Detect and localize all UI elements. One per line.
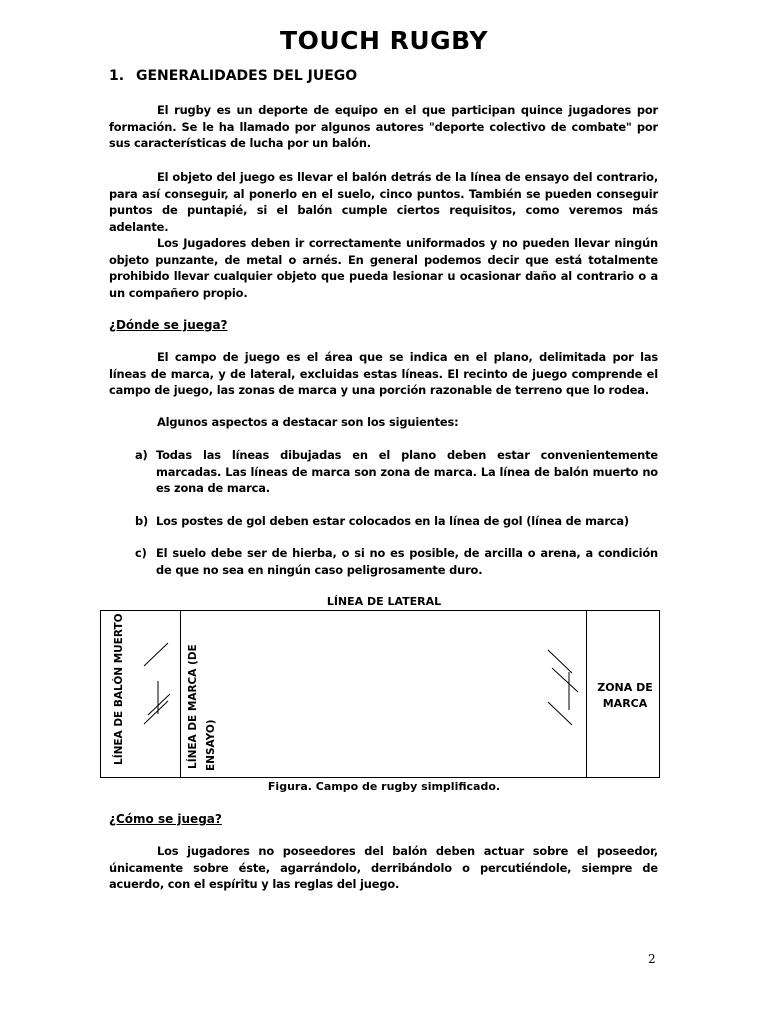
goal-post-left-upper [144,643,168,666]
goal-posts-drawing [100,610,660,778]
where-heading: ¿Dónde se juega? [109,318,228,332]
list-item-b [135,513,658,530]
list-text: Todas las líneas dibujadas en el plano deben estar convenientemente marcadas. Las líneas de marca son zona de marca. La línea de balón muerto no es zona de marca. [156,448,658,496]
how-paragraph: Los jugadores no poseedores del balón deben actuar sobre el poseedor, únicamente sobre éste, agarrándolo, derribándolo o percutiéndole, siempre de acuerdo, con el espíritu y las reglas del juego. [109,844,658,892]
try-zone-label-line-1: ZONA DE [597,681,653,694]
list-text: El suelo debe ser de hierba, o si no es posible, de arcilla o arena, a condición de que no sea en ningún caso peligrosamente duro. [156,546,658,577]
list-item-c [135,545,658,578]
goal-post-right-upper [548,650,572,673]
paragraph-intro-2: El objeto del juego es llevar el balón detrás de la línea de ensayo del contrario, para así conseguir, al ponerlo en el suelo, cinco puntos. También se pueden conseguir puntos de puntapié, si el balón cumple ciertos requisitos, como veremos más adelante. [109,170,658,234]
goal-post-right-lower [548,702,572,725]
paragraph-intro-1: El rugby es un deporte de equipo en el que participan quince jugadores por formación. Se le ha llamado por algunos autores "deporte colectivo de combate" por sus características de lucha por un balón. [109,103,658,151]
list-item-a [135,447,658,497]
figure-caption: Figura. Campo de rugby simplificado. [267,780,501,793]
goal-post-right-mid [552,668,578,692]
goal-post-left-mid [148,694,170,715]
try-zone-label-line-2: MARCA [602,697,648,710]
paragraph-intro-3: Los Jugadores deben ir correctamente uniformados y no pueden llevar ningún objeto punzante, de metal o arnés. En general podemos decir que está totalmente prohibido llevar cualquier objeto que pueda lesionar u ocasionar daño al contrario o a un compañero propio. [109,236,658,300]
goal-post-left-lower [144,701,168,724]
page-number: 2 [648,952,656,966]
section-heading [109,68,357,84]
where-paragraph-2: Algunos aspectos a destacar son los siguientes: [157,415,459,429]
list-marker: b) [135,514,149,528]
figure-label-lateral: LÍNEA DE LATERAL [326,595,442,608]
list-text: Los postes de gol deben estar colocados en la línea de gol (línea de marca) [156,514,629,528]
section-title: GENERALIDADES DEL JUEGO [136,68,358,84]
how-heading: ¿Cómo se juega? [109,812,222,826]
list-marker: a) [135,448,148,462]
dead-ball-line-label: LÍNEA DE BALÓN MUERTO [113,613,125,765]
list-marker: c) [135,546,147,560]
try-line-label-1: LÍNEA DE MARCA (DE [187,644,199,769]
section-number: 1. [109,68,125,84]
try-line-label-2: ENSAYO) [205,719,217,771]
document-title: TOUCH RUGBY [280,26,488,55]
where-paragraph-1: El campo de juego es el área que se indica en el plano, delimitada por las líneas de marca, y de lateral, excluidas estas líneas. El recinto de juego comprende el campo de juego, las zonas de marca y una porción razonable de terreno que lo rodea. [109,350,658,398]
